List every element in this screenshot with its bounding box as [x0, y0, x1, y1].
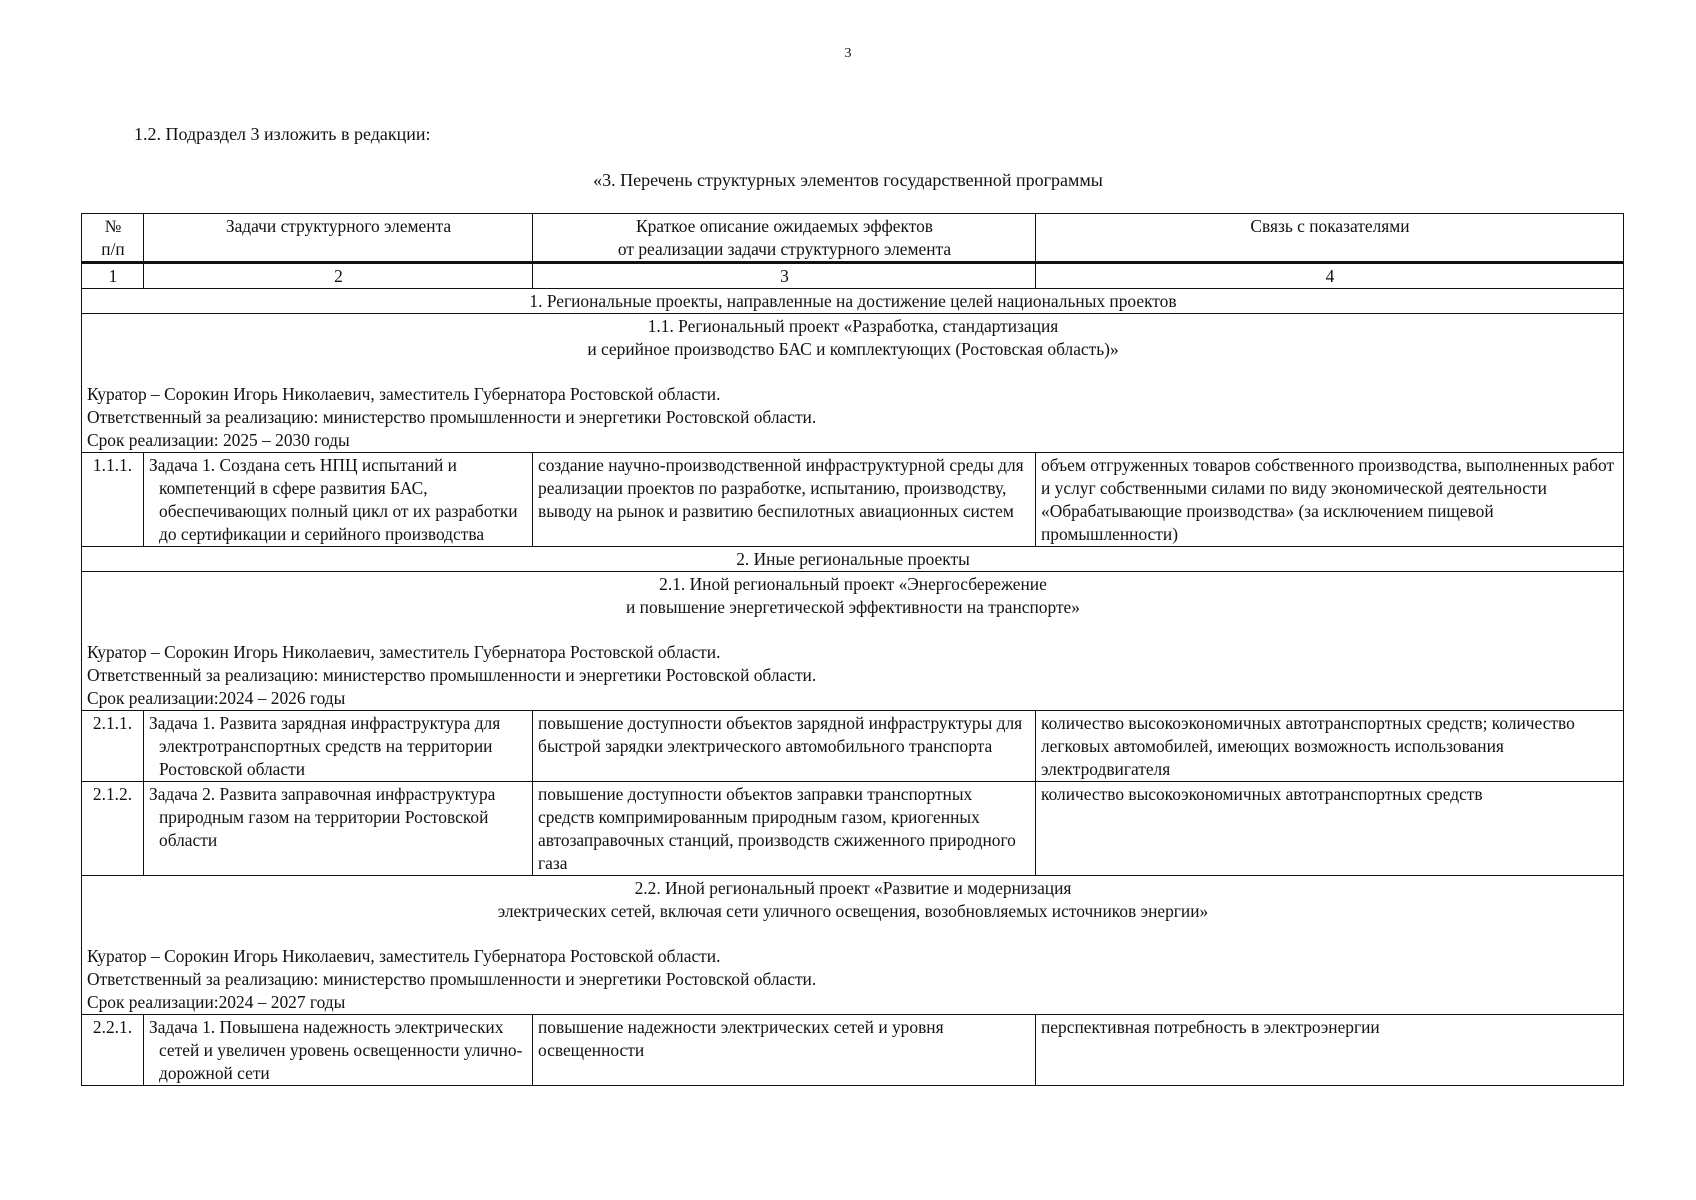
- project-info-cell: [82, 572, 1624, 711]
- task-number: 2.2.1.: [82, 1015, 144, 1086]
- project-row: [82, 876, 1624, 1015]
- task-effect: повышение доступности объектов заправки транспортных средств компримированным природным газом, криогенных автозаправочных станций, производств сжиженного природного газа: [533, 782, 1036, 876]
- project-title-line: и серийное производство БАС и комплектующих (Ростовская область)»: [587, 339, 1119, 359]
- project-row: [82, 314, 1624, 453]
- table-header-row: [82, 214, 1624, 263]
- project-title-line: 2.1. Иной региональный проект «Энергосбережение: [659, 574, 1047, 594]
- section-row: [82, 547, 1624, 572]
- project-term: Срок реализации: 2025 – 2030 годы: [87, 430, 350, 450]
- project-responsible: Ответственный за реализацию: министерство промышленности и энергетики Ростовской области.: [87, 407, 817, 427]
- task-description: Задача 2. Развита заправочная инфраструктура природным газом на территории Ростовской области: [144, 782, 533, 876]
- project-responsible: Ответственный за реализацию: министерство промышленности и энергетики Ростовской области.: [87, 969, 817, 989]
- task-row: [82, 711, 1624, 782]
- column-number: 3: [533, 263, 1036, 289]
- section-title-cell: 1. Региональные проекты, направленные на достижение целей национальных проектов: [82, 289, 1624, 314]
- task-row: [82, 782, 1624, 876]
- project-term: Срок реализации:2024 – 2026 годы: [87, 688, 346, 708]
- project-curator: Куратор – Сорокин Игорь Николаевич, заместитель Губернатора Ростовской области.: [87, 642, 721, 662]
- column-number: 2: [144, 263, 533, 289]
- section-row: [82, 289, 1624, 314]
- project-title-line: и повышение энергетической эффективности на транспорте»: [626, 597, 1080, 617]
- project-title-line: электрических сетей, включая сети уличного освещения, возобновляемых источников энергии»: [497, 901, 1209, 921]
- task-effect: создание научно-производственной инфраструктурной среды для реализации проектов по разработке, испытанию, производству, выводу на рынок и развитию беспилотных авиационных систем: [533, 453, 1036, 547]
- project-info-cell: [82, 876, 1624, 1015]
- project-term: Срок реализации:2024 – 2027 годы: [87, 992, 346, 1012]
- task-number: 2.1.1.: [82, 711, 144, 782]
- task-indicator: количество высокоэкономичных автотранспортных средств; количество легковых автомобилей, имеющих возможность использования электродвигателя: [1036, 711, 1624, 782]
- task-number: 1.1.1.: [82, 453, 144, 547]
- task-description: Задача 1. Создана сеть НПЦ испытаний и компетенций в сфере развития БАС, обеспечивающих полный цикл от их разработки до сертификации и серийного производства: [144, 453, 533, 547]
- column-number: 4: [1036, 263, 1624, 289]
- page-number: 3: [844, 46, 852, 61]
- column-number: 1: [82, 263, 144, 289]
- structural-elements-table: [81, 213, 1624, 1086]
- task-description: Задача 1. Развита зарядная инфраструктура для электротранспортных средств на территории Ростовской области: [144, 711, 533, 782]
- project-row: [82, 572, 1624, 711]
- header-effects: Краткое описание ожидаемых эффектов от реализации задачи структурного элемента: [533, 214, 1036, 263]
- project-info-cell: [82, 314, 1624, 453]
- section-title-cell: 2. Иные региональные проекты: [82, 547, 1624, 572]
- column-numbers-row: [82, 263, 1624, 289]
- project-curator: Куратор – Сорокин Игорь Николаевич, заместитель Губернатора Ростовской области.: [87, 384, 721, 404]
- header-indicators: Связь с показателями: [1036, 214, 1624, 263]
- task-description: Задача 1. Повышена надежность электрических сетей и увеличен уровень освещенности улично-дорожной сети: [144, 1015, 533, 1086]
- project-responsible: Ответственный за реализацию: министерство промышленности и энергетики Ростовской области.: [87, 665, 817, 685]
- task-row: [82, 1015, 1624, 1086]
- project-title-line: 1.1. Региональный проект «Разработка, стандартизация: [647, 316, 1059, 336]
- project-curator: Куратор – Сорокин Игорь Николаевич, заместитель Губернатора Ростовской области.: [87, 946, 721, 966]
- section-title: «3. Перечень структурных элементов государственной программы: [593, 170, 1103, 190]
- header-num: № п/п: [82, 214, 144, 263]
- intro-paragraph: 1.2. Подраздел 3 изложить в редакции:: [134, 124, 431, 144]
- task-indicator: перспективная потребность в электроэнергии: [1036, 1015, 1624, 1086]
- project-title-line: 2.2. Иной региональный проект «Развитие и модернизация: [634, 878, 1072, 898]
- task-row: [82, 453, 1624, 547]
- task-effect: повышение надежности электрических сетей и уровня освещенности: [533, 1015, 1036, 1086]
- task-indicator: количество высокоэкономичных автотранспортных средств: [1036, 782, 1624, 876]
- task-indicator: объем отгруженных товаров собственного производства, выполненных работ и услуг собственными силами по виду экономической деятельности «Обрабатывающие производства» (за исключением пищевой промышленности): [1036, 453, 1624, 547]
- task-number: 2.1.2.: [82, 782, 144, 876]
- header-tasks: Задачи структурного элемента: [144, 214, 533, 263]
- task-effect: повышение доступности объектов зарядной инфраструктуры для быстрой зарядки электрического автомобильного транспорта: [533, 711, 1036, 782]
